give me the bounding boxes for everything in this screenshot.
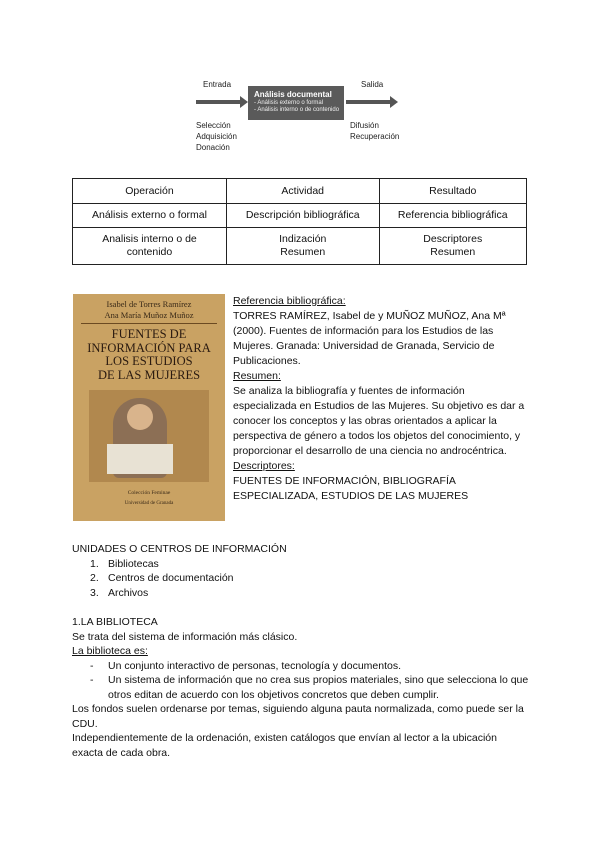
input-arrow-icon [196, 100, 242, 104]
cell-line: Resumen [430, 246, 476, 258]
reference-block [233, 294, 525, 504]
cover-title [73, 328, 225, 382]
reference-text: TORRES RAMÍREZ, Isabel de y MUÑOZ MUÑOZ, Ana Mª (2000). Fuentes de información para los Estudios de las Mujeres. Granada: Universidad de Granada, Servicio de Publicaciones. [233, 310, 506, 367]
header-cell: Operación [73, 179, 227, 204]
cover-open-book [107, 444, 173, 474]
resumen-text: Se analiza la bibliografía y fuentes de información especializada en Estudios de las Mujeres. Su objetivo es dar a conocer los conceptos y las obras orientados a aplicar la perspectiva de género a todos los objetos del conocimiento, y proporcionar el desarrollo de una ciencia no androcéntrica. [233, 385, 525, 457]
cell-line: Indización [279, 233, 327, 245]
table-cell [379, 228, 527, 265]
descriptores-text: FUENTES DE INFORMACIÓN, BIBLIOGRAFÍA ESPECIALIZADA, ESTUDIOS DE LAS MUJERES [233, 475, 469, 502]
reference-label: Referencia bibliográfica: [233, 295, 346, 307]
document-analysis-box [248, 86, 344, 120]
cover-rule [81, 323, 217, 324]
box-title: Análisis documental [254, 90, 332, 99]
biblioteca-es-label: La biblioteca es: [72, 645, 148, 657]
box-line: - Análisis externo o formal [254, 100, 324, 106]
cover-title-line: DE LAS MUJERES [97, 367, 201, 382]
descriptores-label: Descriptores: [233, 460, 295, 472]
units-section [72, 542, 532, 600]
input-item: Adquisición [196, 132, 237, 141]
output-arrow-head-icon [390, 96, 398, 108]
cover-title-line: LOS ESTUDIOS [105, 354, 193, 368]
table-row [73, 228, 527, 265]
biblioteca-bullets [90, 659, 530, 703]
table-cell [73, 228, 227, 265]
list-item: - Un conjunto interactivo de personas, tecnología y documentos. [90, 659, 402, 672]
salida-label: Salida [361, 80, 384, 89]
output-list [350, 120, 399, 142]
table-row [73, 204, 527, 228]
input-item: Selección [196, 121, 231, 130]
box-line: - Análisis interno o de contenido [254, 107, 340, 113]
cover-author: Ana María Muñoz Muñoz [104, 310, 194, 320]
output-item: Difusión [350, 121, 379, 130]
input-arrow-head-icon [240, 96, 248, 108]
units-list [90, 557, 532, 601]
header-cell: Resultado [379, 179, 527, 204]
table-cell: Descripción bibliográfica [226, 204, 379, 228]
input-item: Donación [196, 143, 230, 152]
cover-title-line: INFORMACIÓN PARA [87, 340, 211, 355]
output-item: Recuperación [350, 132, 400, 141]
biblioteca-intro: Se trata del sistema de información más clásico. [72, 630, 298, 643]
operations-table [72, 178, 527, 265]
cover-collection: Colección Feminae [127, 490, 171, 496]
table-cell: Referencia bibliográfica [379, 204, 527, 228]
units-heading: UNIDADES O CENTROS DE INFORMACIÓN [72, 543, 287, 555]
cell-line: Resumen [280, 246, 326, 258]
list-item: - Un sistema de información que no crea sus propios materiales, sino que selecciona lo que otros editan de acuerdo con los objetivos concretos que deben cumplir. [90, 674, 529, 701]
entrada-label: Entrada [203, 80, 232, 89]
resumen-label: Resumen: [233, 370, 281, 382]
biblioteca-paragraph: Independientemente de la ordenación, existen catálogos que envían al lector a la ubicación exacta de cada obra. [72, 732, 497, 759]
cover-author: Isabel de Torres Ramírez [106, 299, 192, 309]
cell-line: Analisis interno o de [102, 233, 197, 245]
list-item: 1. Bibliotecas [90, 557, 159, 570]
output-arrow-icon [346, 100, 392, 104]
cell-line: Descriptores [423, 233, 483, 245]
cover-publisher: Universidad de Granada [124, 501, 174, 506]
cell-line: contenido [126, 246, 173, 258]
biblioteca-paragraph: Los fondos suelen ordenarse por temas, siguiendo alguna pauta normalizada, como puede ser la CDU. [72, 703, 524, 730]
list-item: 2. Centros de documentación [90, 572, 234, 584]
biblioteca-section [72, 615, 530, 760]
cover-face [127, 404, 153, 430]
list-item: 3. Archivos [90, 586, 149, 599]
cover-title-line: FUENTES DE [111, 327, 187, 341]
table-cell [226, 228, 379, 265]
table-cell: Análisis externo o formal [73, 204, 227, 228]
biblioteca-heading: 1.LA BIBLIOTECA [72, 616, 158, 628]
header-cell: Actividad [226, 179, 379, 204]
input-list [196, 120, 237, 153]
table-header-row [73, 179, 527, 204]
book-cover-image [73, 294, 225, 521]
